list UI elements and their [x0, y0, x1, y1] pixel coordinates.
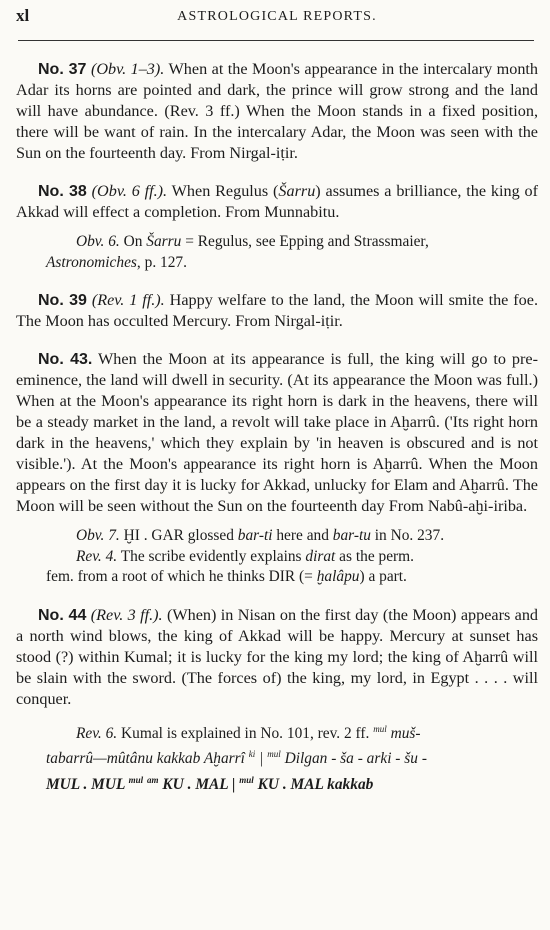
entry-text: When the Moon at its appearance is full, the king will go to pre-eminence, the land will dwell in security. (At its appearance the Moon was full.) When at the Moon's appearance its right horn is dark in the heavens, there will be a steady market in the land, a revolt will take place in Aḫarrû. ('Its right horn dark in the heavens,' which they explain by 'in heaven is obscured and is not visible.'). At the Moon's appearance its right horn is Aḫarrû. When the Moon appears on the first day it is lucky for Akkad, unlucky for Elam and Aḫarrû. The Moon will be seen without the Sun on the fourteenth day From Nabû-aḫi-iriba. — [16, 350, 538, 515]
entry-number: No. 38 — [38, 183, 87, 200]
page-number: xl — [16, 6, 30, 25]
entry-reference: (Obv. 1–3). — [90, 60, 165, 78]
entry-text: Happy welfare to the land, the Moon will smite the foe. The Moon has occulted Mercury. From Nirgal-iṭir. — [16, 291, 538, 330]
note-obv-6 — [16, 232, 538, 273]
entry-no-38 — [16, 181, 538, 223]
entry-number: No. 43. — [38, 351, 93, 368]
note-obv-7 — [16, 526, 538, 547]
entry-term: Šarru — [278, 182, 316, 200]
note-line: Rev. 4. The scribe evidently explains dirat as the perm. — [76, 547, 414, 565]
note-label: Rev. 6. — [76, 724, 118, 742]
entry-number: No. 44 — [38, 606, 87, 624]
entry-no-43 — [16, 349, 538, 517]
note-line: Astronomiches, p. 127. — [46, 253, 187, 271]
note-label: Obv. 7. — [76, 527, 120, 544]
note-line: MUL . MUL $^{mul}$ $^{am}$ KU . MAL | $^{mul}$ KU . MAL kakkab — [46, 774, 374, 793]
entry-number: No. 37 — [38, 61, 87, 78]
entry-text: When Regulus ( — [171, 182, 279, 200]
entry-reference: (Rev. 3 ff.). — [90, 605, 163, 624]
page-header — [16, 4, 538, 28]
header-rule — [18, 40, 534, 41]
note-line: tabarrû—mûtânu kakkab Aḫarrî $^{ki}$ | $^{mul}$ Dilgan - ša - arki - šu - — [46, 749, 427, 768]
entry-no-44 — [16, 605, 538, 710]
entry-no-39 — [16, 290, 538, 332]
note-label: Rev. 4. — [76, 547, 118, 565]
entry-reference: (Rev. 1 ff.). — [91, 291, 165, 309]
note-line: Rev. 6. Kumal is explained in No. 101, rev. 2 ff. $^{mul}$ muš- — [76, 723, 421, 742]
entry-text: ) assumes a brilliance, the king of Akkad will effect a completion. From Munnabitu. — [16, 182, 539, 221]
entry-number: No. 39 — [38, 292, 87, 309]
note-line: Obv. 7. ḪI . GAR glossed bar-ti here and bar-tu in No. 237. — [76, 527, 445, 544]
running-title: ASTROLOGICAL REPORTS. — [177, 9, 377, 24]
note-line: Obv. 6. On Šarru = Regulus, see Epping and Strassmaier, — [76, 233, 429, 250]
entry-text: When at the Moon's appearance in the intercalary month Adar its horns are pointed and dark, the prince will grow strong and the land will have abundance. (Rev. 3 ff.) When the Moon stands in a fixed position, there will be want of rain. In the intercalary Adar, the Moon was seen with the Sun on the fourteenth day. From Nirgal-iṭir. — [16, 60, 539, 162]
note-source: Astronomiches — [46, 253, 137, 271]
entry-reference: (Obv. 6 ff.). — [91, 182, 168, 200]
note-term: Šarru — [146, 233, 182, 250]
note-label: Obv. 6. — [76, 233, 120, 250]
note-rev-6 — [16, 719, 538, 796]
note-rev-4 — [16, 547, 538, 588]
entry-text: (When) in Nisan on the first day (the Moon) appears and a north wind blows, the king of Akkad will be happy. Mercury at sunset has stood (?) within Kumal; it is lucky for the king my lord; the king of Aḫarrû will be slain with the sword. (The forces of) the king, my lord, in Egypt . . . . will conquer. — [16, 605, 539, 708]
note-line: fem. from a root of which he thinks DIR (= ḫalâpu) a part. — [46, 568, 407, 585]
entry-no-37 — [16, 59, 538, 164]
